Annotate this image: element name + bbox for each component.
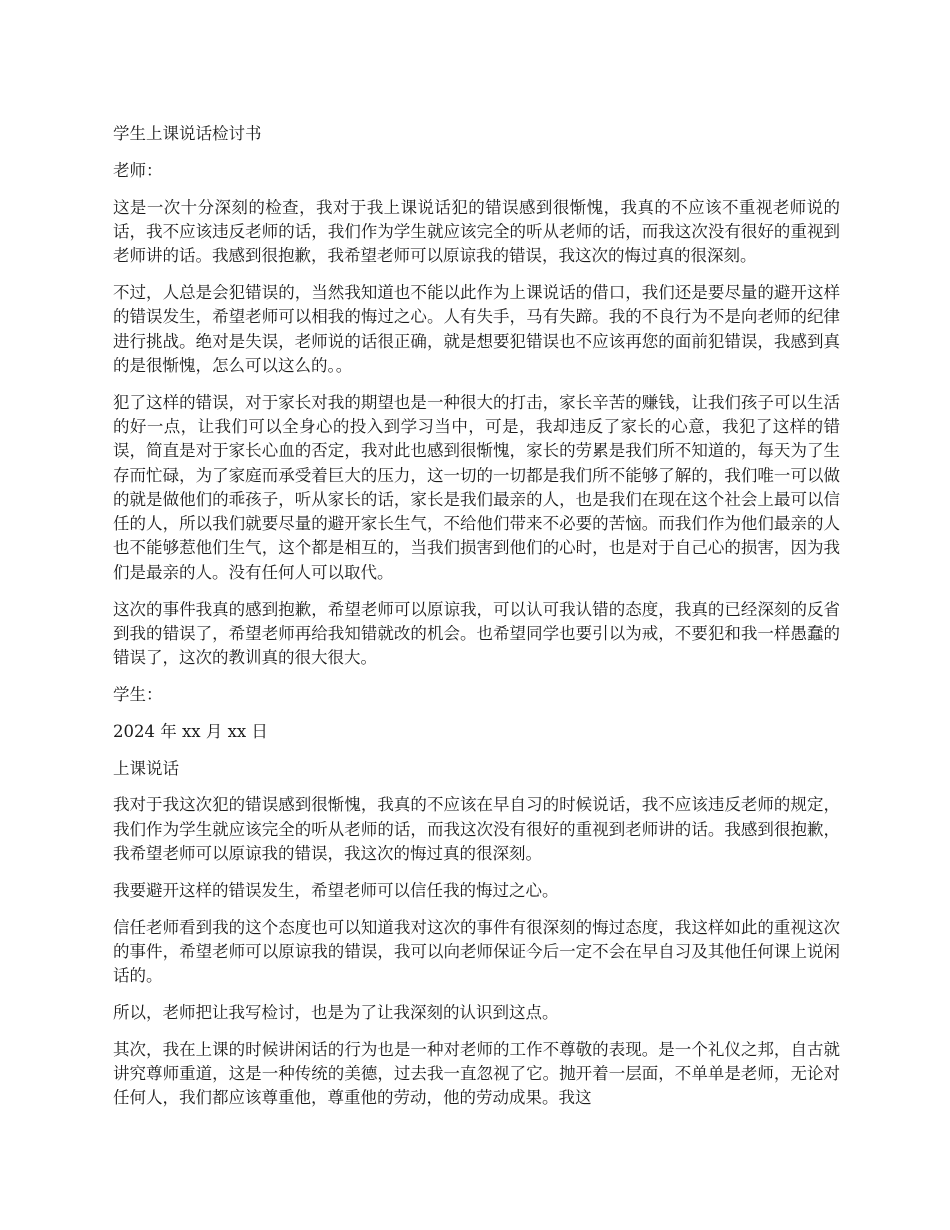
body-paragraph: 所以，老师把让我写检讨，也是为了让我深刻的认识到这点。 <box>113 1002 559 1022</box>
signature-label: 学生： <box>113 684 163 704</box>
body-paragraph: 我对于我这次犯的错误感到很惭愧，我真的不应该在早自习的时候说话，我不应该违反老师的规定，我们作为学生就应该完全的听从老师的话，而我这次没有很好的重视到老师讲的话。我感到很抱歉，我希望老师可以原谅我的错误，我这次的悔过真的很深刻。 <box>113 795 840 863</box>
body-paragraph: 其次，我在上课的时候讲闲话的行为也是一种对老师的工作不尊敬的表现。是一个礼仪之邦，自古就讲究尊师重道，这是一种传统的美德，过去我一直忽视了它。抛开着一层面，不单单是老师，无论对任何人，我们都应该尊重他，尊重他的劳动，他的劳动成果。我这 <box>113 1039 840 1108</box>
date-line: 2024 年 xx 月 xx 日 <box>113 721 268 741</box>
document-title: 学生上课说话检讨书 <box>113 124 262 143</box>
body-paragraph: 信任老师看到我的这个态度也可以知道我对这次的事件有很深刻的悔过态度，我这样如此的重视这次的事件，希望老师可以原谅我的错误，我可以向老师保证今后一定不会在早自习及其他任何课上说闲话的。 <box>113 917 840 986</box>
body-paragraph: 我要避开这样的错误发生，希望老师可以信任我的悔过之心。 <box>113 880 559 900</box>
section-title: 上课说话 <box>113 758 179 778</box>
salutation: 老师： <box>113 160 163 180</box>
body-paragraph: 这是一次十分深刻的检查，我对于我上课说话犯的错误感到很惭愧，我真的不应该不重视老师说的话，我不应该违反老师的话，我们作为学生就应该完全的听从老师的话，而我这次没有很好的重视到老师讲的话。我感到很抱歉，我希望老师可以原谅我的错误，我这次的悔过真的很深刻。 <box>113 197 840 266</box>
document-page <box>113 122 840 1123</box>
body-paragraph: 犯了这样的错误，对于家长对我的期望也是一种很大的打击，家长辛苦的赚钱，让我们孩子可以生活的好一点，让我们可以全身心的投入到学习当中，可是，我却违反了家长的心意，我犯了这样的错误，简直是对于家长心血的否定，我对此也感到很惭愧，家长的劳累是我们所不知道的，每天为了生存而忙碌，为了家庭而承受着巨大的压力，这一切的一切都是我们所不能够了解的，我们唯一可以做的就是做他们的乖孩子，听从家长的话，家长是我们最亲的人，也是我们在现在这个社会上最可以信任的人，所以我们就要尽量的避开家长生气，不给他们带来不必要的苦恼。而我们作为他们最亲的人也不能够惹他们生气，这个都是相互的，当我们损害到他们的心时，也是对于自己心的损害，因为我们是最亲的人。没有任何人可以取代。 <box>113 392 840 582</box>
body-paragraph: 不过，人总是会犯错误的，当然我知道也不能以此作为上课说话的借口，我们还是要尽量的避开这样的错误发生，希望老师可以相我的悔过之心。人有失手，马有失蹄。我的不良行为不是向老师的纪律进行挑战。绝对是失误，老师说的话很正确，就是想要犯错误也不应该再您的面前犯错误，我感到真的是很惭愧，怎么可以这么的。。 <box>113 282 840 375</box>
body-paragraph: 这次的事件我真的感到抱歉，希望老师可以原谅我，可以认可我认错的态度，我真的已经深刻的反省到我的错误了，希望老师再给我知错就改的机会。也希望同学也要引以为戒，不要犯和我一样愚蠢的错误了，这次的教训真的很大很大。 <box>113 599 840 668</box>
